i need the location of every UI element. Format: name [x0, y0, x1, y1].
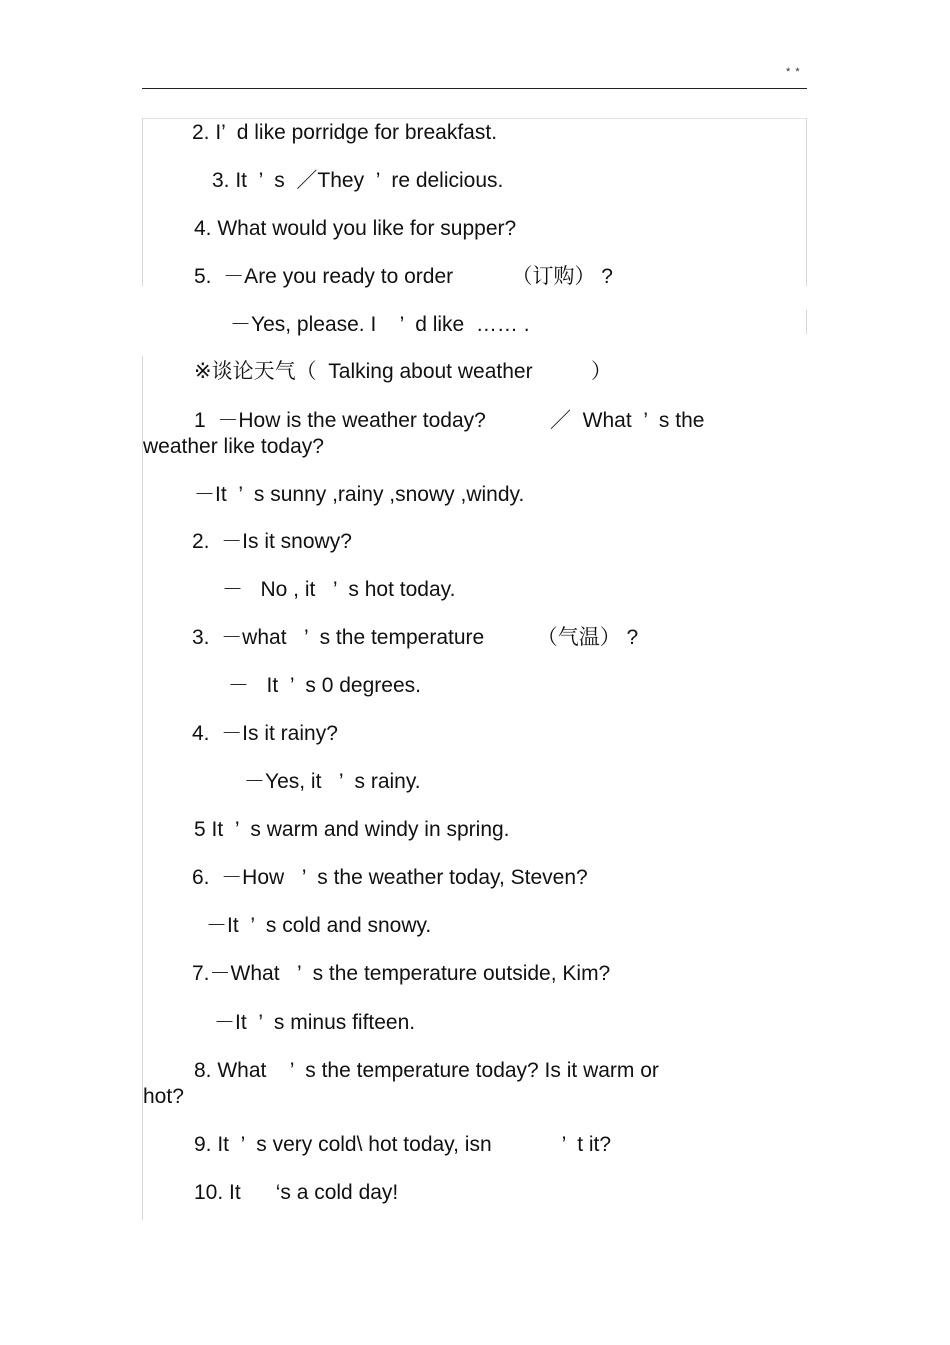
section-heading: ※谈论天气（ Talking about weather ） [194, 360, 612, 383]
sentence-line: 7.－What ’ s the temperature outside, Kim? [192, 962, 611, 985]
sentence-line: 3. It ’ s ／They ’ re delicious. [212, 169, 504, 192]
sentence-line: 5 It ’ s warm and windy in spring. [194, 818, 510, 841]
sentence-line: 4. －Is it rainy? [192, 722, 338, 745]
sentence-line: 4. What would you like for supper? [194, 217, 517, 240]
sentence-line-continuation: hot? [143, 1085, 184, 1108]
sentence-line: 9. It ’ s very cold\ hot today, isn ’ t it? [194, 1133, 612, 1156]
sentence-line: －Yes, it ’ s rainy. [244, 770, 421, 793]
sentence-line: －Yes, please. I ’ d like …… . [230, 313, 530, 336]
sentence-line: 3. －what ’ s the temperature （气温） ? [192, 626, 639, 649]
sentence-line: －It ’ s minus fifteen. [214, 1011, 416, 1034]
sentence-line: 6. －How ’ s the weather today, Steven? [192, 866, 588, 889]
sentence-line-continuation: weather like today? [143, 435, 324, 458]
sentence-line: － It ’ s 0 degrees. [228, 674, 421, 697]
sentence-line: － No , it ’ s hot today. [222, 578, 456, 601]
frame-right-border [806, 118, 807, 286]
frame-left-border [142, 118, 143, 286]
sentence-line: 10. It ‘s a cold day! [194, 1181, 399, 1204]
sentence-line: 5. －Are you ready to order （订购） ? [194, 265, 613, 288]
sentence-line: 1 －How is the weather today? ／ What ’ s the [194, 409, 705, 432]
sentence-line: 2. －Is it snowy? [192, 530, 352, 553]
sentence-line: 2. I’ d like porridge for breakfast. [192, 121, 498, 144]
header-mark: * * [786, 66, 801, 78]
frame-top-border [142, 118, 807, 119]
sentence-line: 8. What ’ s the temperature today? Is it warm or [194, 1059, 659, 1082]
sentence-line: －It ’ s sunny ,rainy ,snowy ,windy. [194, 483, 525, 506]
frame-right-border [806, 310, 807, 334]
sentence-line: －It ’ s cold and snowy. [206, 914, 432, 937]
header-rule [142, 88, 807, 89]
